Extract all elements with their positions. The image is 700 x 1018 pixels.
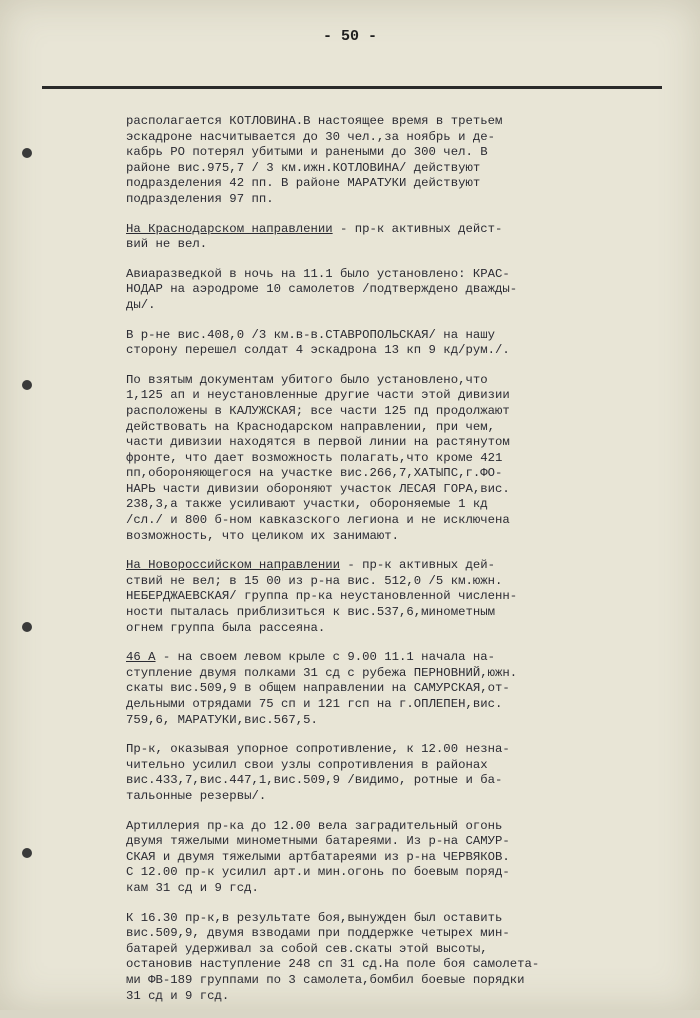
section-heading: На Краснодарском направлении xyxy=(126,221,333,236)
text-line: расположены в КАЛУЖСКАЯ; все части 125 пд продолжают xyxy=(126,403,510,418)
text-line: СКАЯ и двумя тяжелыми артбатареями из р-на ЧЕРВЯКОВ. xyxy=(126,849,510,864)
text-line: 759,6, МАРАТУКИ,вис.567,5. xyxy=(126,712,318,727)
text-line-rest: - пр-к активных дейст- xyxy=(332,221,503,236)
text-line: В р-не вис.408,0 /3 км.в-в.СТАВРОПОЛЬСКАЯ/ на нашу xyxy=(126,327,495,342)
paragraph xyxy=(126,911,574,1005)
binding-hole xyxy=(22,848,32,858)
binding-hole xyxy=(22,380,32,390)
text-line: батарей удерживал за собой сев.скаты этой высоты, xyxy=(126,941,488,956)
text-line: двумя тяжелыми минометными батареями. Из р-на САМУР- xyxy=(126,834,510,849)
text-line: ности пыталась приблизиться к вис.537,6,минометным xyxy=(126,605,495,620)
text-line: возможность, что целиком их занимают. xyxy=(126,528,400,543)
document-body xyxy=(126,114,574,1018)
text-line: К 16.30 пр-к,в результате боя,вынужден был оставить xyxy=(126,910,503,925)
paragraph xyxy=(126,650,574,728)
text-line: тальонные резервы/. xyxy=(126,788,267,803)
text-line: 1,125 ап и неустановленные другие части этой дивизии xyxy=(126,388,510,403)
text-line: НЕБЕРДЖАЕВСКАЯ/ группа пр-ка неустановленной численн- xyxy=(126,589,518,604)
paragraph xyxy=(126,819,574,897)
text-line: располагается КОТЛОВИНА.В настоящее время в третьем xyxy=(126,114,503,128)
text-line: 238,3,а также усиливают участки, обороняемые 1 кд xyxy=(126,497,488,512)
page-number: - 50 - xyxy=(322,28,377,45)
text-line: действовать на Краснодарском направлении, при чем, xyxy=(126,419,495,434)
text-line: Авиаразведкой в ночь на 11.1 было установлено: КРАС- xyxy=(126,266,510,281)
text-line xyxy=(126,222,574,238)
paragraph xyxy=(126,222,574,253)
text-line: вис.433,7,вис.447,1,вис.509,9 /видимо, ротные и ба- xyxy=(126,773,503,788)
text-line: сторону перешел солдат 4 эскадрона 13 кп 9 кд/рум./. xyxy=(126,343,510,358)
text-line: /сл./ и 800 б-ном кавказского легиона и не исключена xyxy=(126,513,510,528)
text-line: эскадроне насчитывается до 30 чел.,за ноябрь и де- xyxy=(126,129,495,144)
text-line: ступление двумя полками 31 сд с рубежа ПЕРНОВНИЙ,южн. xyxy=(126,665,518,680)
text-line: кабрь РО потерял убитыми и ранеными до 300 чел. В xyxy=(126,145,488,160)
binding-hole xyxy=(22,148,32,158)
text-line: огнем группа была рассеяна. xyxy=(126,620,326,635)
text-line-rest: - пр-к активных дей- xyxy=(340,558,495,573)
text-line: кам 31 сд и 9 гсд. xyxy=(126,880,259,895)
text-line: скаты вис.509,9 в общем направлении на САМУРСКАЯ,от- xyxy=(126,681,510,696)
text-line: ствий не вел; в 15 00 из р-на вис. 512,0 /5 км.южн. xyxy=(126,573,503,588)
text-line: части дивизии находятся в первой линии на растянутом xyxy=(126,435,510,450)
paragraph xyxy=(126,742,574,804)
text-line: 31 сд и 9 гсд. xyxy=(126,988,230,1003)
paragraph xyxy=(126,373,574,545)
paragraph xyxy=(126,267,574,314)
text-line: Пр-к, оказывая упорное сопротивление, к 12.00 незна- xyxy=(126,742,510,757)
section-heading: 46 А xyxy=(126,650,156,665)
text-line: По взятым документам убитого было установлено,что xyxy=(126,372,488,387)
text-line xyxy=(126,650,574,666)
paragraph xyxy=(126,558,574,636)
text-line: Артиллерия пр-ка до 12.00 вела заградительный огонь xyxy=(126,818,503,833)
header-rule xyxy=(42,86,662,89)
text-line: ды/. xyxy=(126,297,156,312)
paragraph xyxy=(126,328,574,359)
paragraph xyxy=(126,114,574,208)
text-line: подразделения 42 пп. В районе МАРАТУКИ действуют xyxy=(126,176,481,191)
text-line: остановив наступление 248 сп 31 сд.На поле боя самолета- xyxy=(126,957,540,972)
text-line xyxy=(126,558,574,574)
text-line: чительно усилил свои узлы сопротивления в районах xyxy=(126,757,488,772)
text-line: вий не вел. xyxy=(126,237,208,252)
text-line: подразделения 97 пп. xyxy=(126,191,274,206)
text-line-rest: - на своем левом крыле с 9.00 11.1 начала на- xyxy=(155,650,495,665)
text-line: С 12.00 пр-к усилил арт.и мин.огонь по боевым поряд- xyxy=(126,865,510,880)
text-line: НАРЬ части дивизии обороняют участок ЛЕСАЯ ГОРА,вис. xyxy=(126,481,510,496)
text-line: районе вис.975,7 / 3 км.ижн.КОТЛОВИНА/ действуют xyxy=(126,160,481,175)
text-line: вис.509,9, двумя взводами при поддержке четырех мин- xyxy=(126,926,510,941)
binding-hole xyxy=(22,622,32,632)
text-line: ми ФВ-189 группами по 3 самолета,бомбил боевые порядки xyxy=(126,972,525,987)
section-heading: На Новороссийском направлении xyxy=(126,558,341,573)
text-line: НОДАР на аэродроме 10 самолетов /подтверждено дважды- xyxy=(126,282,518,297)
text-line: дельными отрядами 75 сп и 121 гсп на г.ОПЛЕПЕН,вис. xyxy=(126,697,503,711)
text-line: пп,обороняющегося на участке вис.266,7,ХАТЫПС,г.ФО- xyxy=(126,466,503,481)
text-line: фронте, что дает возможность полагать,что кроме 421 xyxy=(126,450,503,465)
